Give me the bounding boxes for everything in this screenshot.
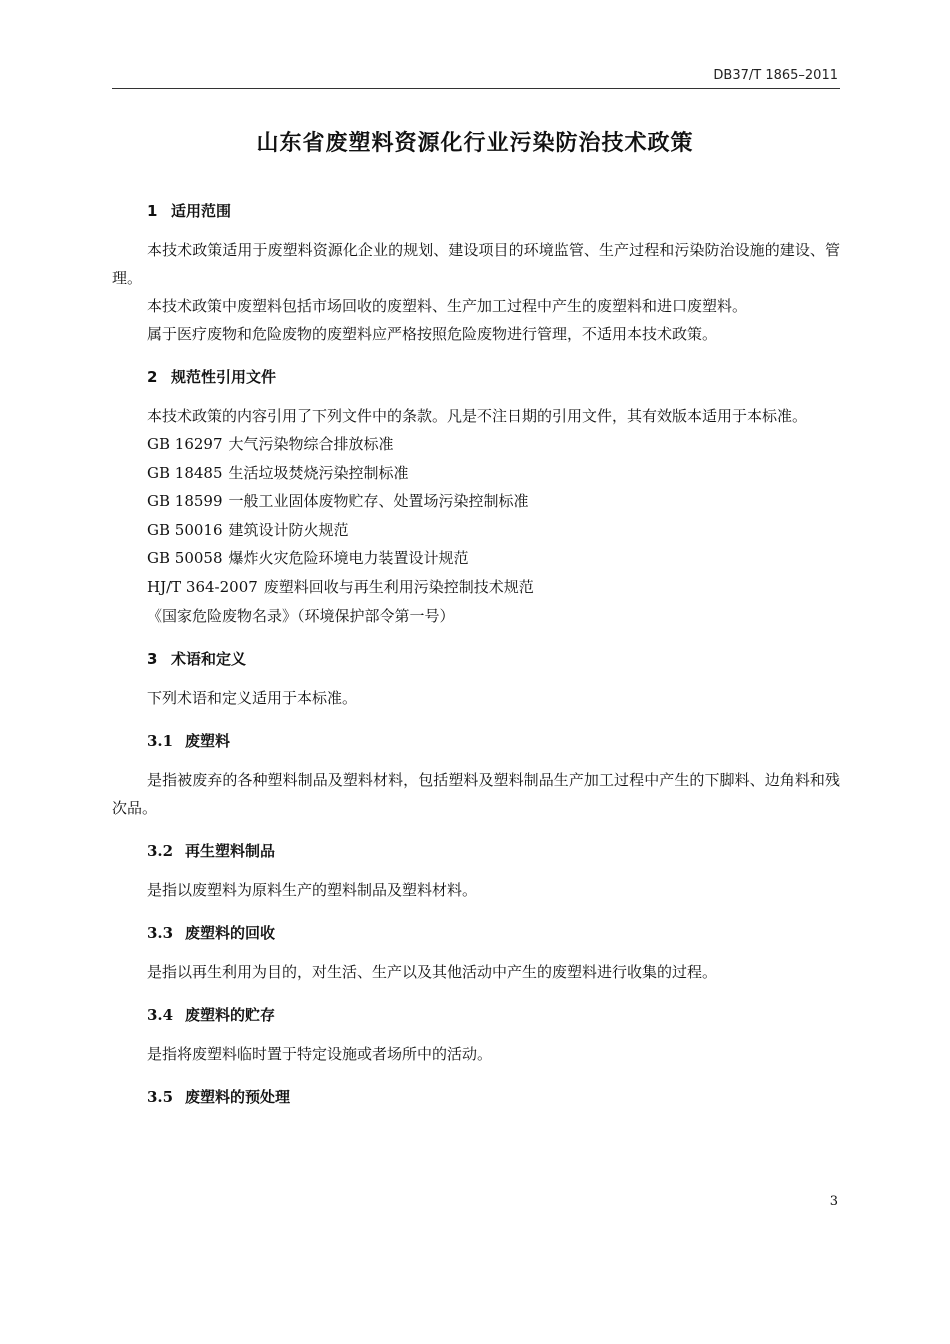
header-rule	[112, 88, 840, 89]
reference-item	[112, 459, 840, 488]
term-title: 废塑料的回收	[185, 924, 276, 943]
term-title: 再生塑料制品	[185, 842, 276, 861]
reference-name: 建筑设计防火规范	[228, 520, 349, 539]
reference-code: GB 50058	[147, 549, 223, 568]
paragraph: 本技术政策适用于废塑料资源化企业的规划、建设项目的环境监管、生产过程和污染防治设施的建设、管理。	[112, 241, 840, 287]
term-title: 废塑料的贮存	[185, 1006, 276, 1025]
reference-code: GB 18599	[147, 492, 223, 511]
paragraph: 本技术政策的内容引用了下列文件中的条款。凡是不注日期的引用文件，其有效版本适用于本标准。	[147, 407, 808, 425]
section-title: 规范性引用文件	[171, 368, 277, 386]
term-heading-3-1	[112, 730, 840, 752]
reference-name: 废塑料回收与再生利用污染控制技术规范	[263, 577, 534, 596]
reference-code: HJ/T 364-2007	[147, 577, 258, 596]
term-title: 废塑料	[185, 732, 231, 751]
document-title: 山东省废塑料资源化行业污染防治技术政策	[256, 131, 694, 156]
reference-name: 生活垃圾焚烧污染控制标准	[228, 463, 409, 482]
reference-name: 爆炸火灾危险环境电力装置设计规范	[228, 549, 469, 568]
reference-code: GB 18485	[147, 463, 223, 482]
term-definition: 是指以再生利用为目的，对生活、生产以及其他活动中产生的废塑料进行收集的过程。	[147, 963, 718, 982]
term-title: 废塑料的预处理	[185, 1088, 291, 1107]
section-heading-3	[112, 648, 840, 670]
term-number: 3.2	[147, 842, 174, 861]
reference-name: 大气污染物综合排放标准	[228, 435, 394, 453]
term-heading-3-3	[112, 922, 840, 944]
section-number: 3	[147, 650, 158, 669]
document-code: DB37/T 1865–2011	[713, 68, 838, 83]
reference-item: 《国家危险废物名录》（环境保护部令第一号）	[147, 606, 455, 625]
section-title: 术语和定义	[171, 650, 247, 669]
term-heading-3-2	[112, 840, 840, 862]
reference-item	[112, 544, 840, 573]
reference-code: GB 50016	[147, 520, 223, 539]
term-number: 3.5	[147, 1088, 174, 1107]
page-number: 3	[829, 1194, 838, 1209]
reference-item	[112, 430, 840, 459]
section-heading-2	[112, 366, 840, 388]
term-number: 3.3	[147, 924, 174, 943]
term-definition: 是指以废塑料为原料生产的塑料制品及塑料材料。	[147, 881, 478, 900]
term-definition: 是指被废弃的各种塑料制品及塑料材料，包括塑料及塑料制品生产加工过程中产生的下脚料、边角料和残次品。	[112, 771, 840, 818]
term-number: 3.4	[147, 1006, 174, 1025]
paragraph: 本技术政策中废塑料包括市场回收的废塑料、生产加工过程中产生的废塑料和进口废塑料。	[147, 297, 748, 315]
section-heading-1	[112, 200, 840, 222]
reference-code: GB 16297	[147, 435, 223, 453]
document-body	[112, 200, 840, 1108]
term-number: 3.1	[147, 732, 174, 751]
reference-item	[112, 487, 840, 516]
reference-item	[112, 573, 840, 602]
section-title: 适用范围	[171, 202, 232, 220]
term-heading-3-5	[112, 1086, 840, 1108]
section-number: 1	[147, 202, 158, 220]
section-number: 2	[147, 368, 158, 386]
reference-name: 一般工业固体废物贮存、处置场污染控制标准	[228, 492, 529, 511]
term-definition: 是指将废塑料临时置于特定设施或者场所中的活动。	[147, 1045, 493, 1064]
term-heading-3-4	[112, 1004, 840, 1026]
paragraph: 下列术语和定义适用于本标准。	[147, 689, 358, 708]
reference-item	[112, 516, 840, 545]
paragraph: 属于医疗废物和危险废物的废塑料应严格按照危险废物进行管理，不适用本技术政策。	[147, 325, 718, 343]
